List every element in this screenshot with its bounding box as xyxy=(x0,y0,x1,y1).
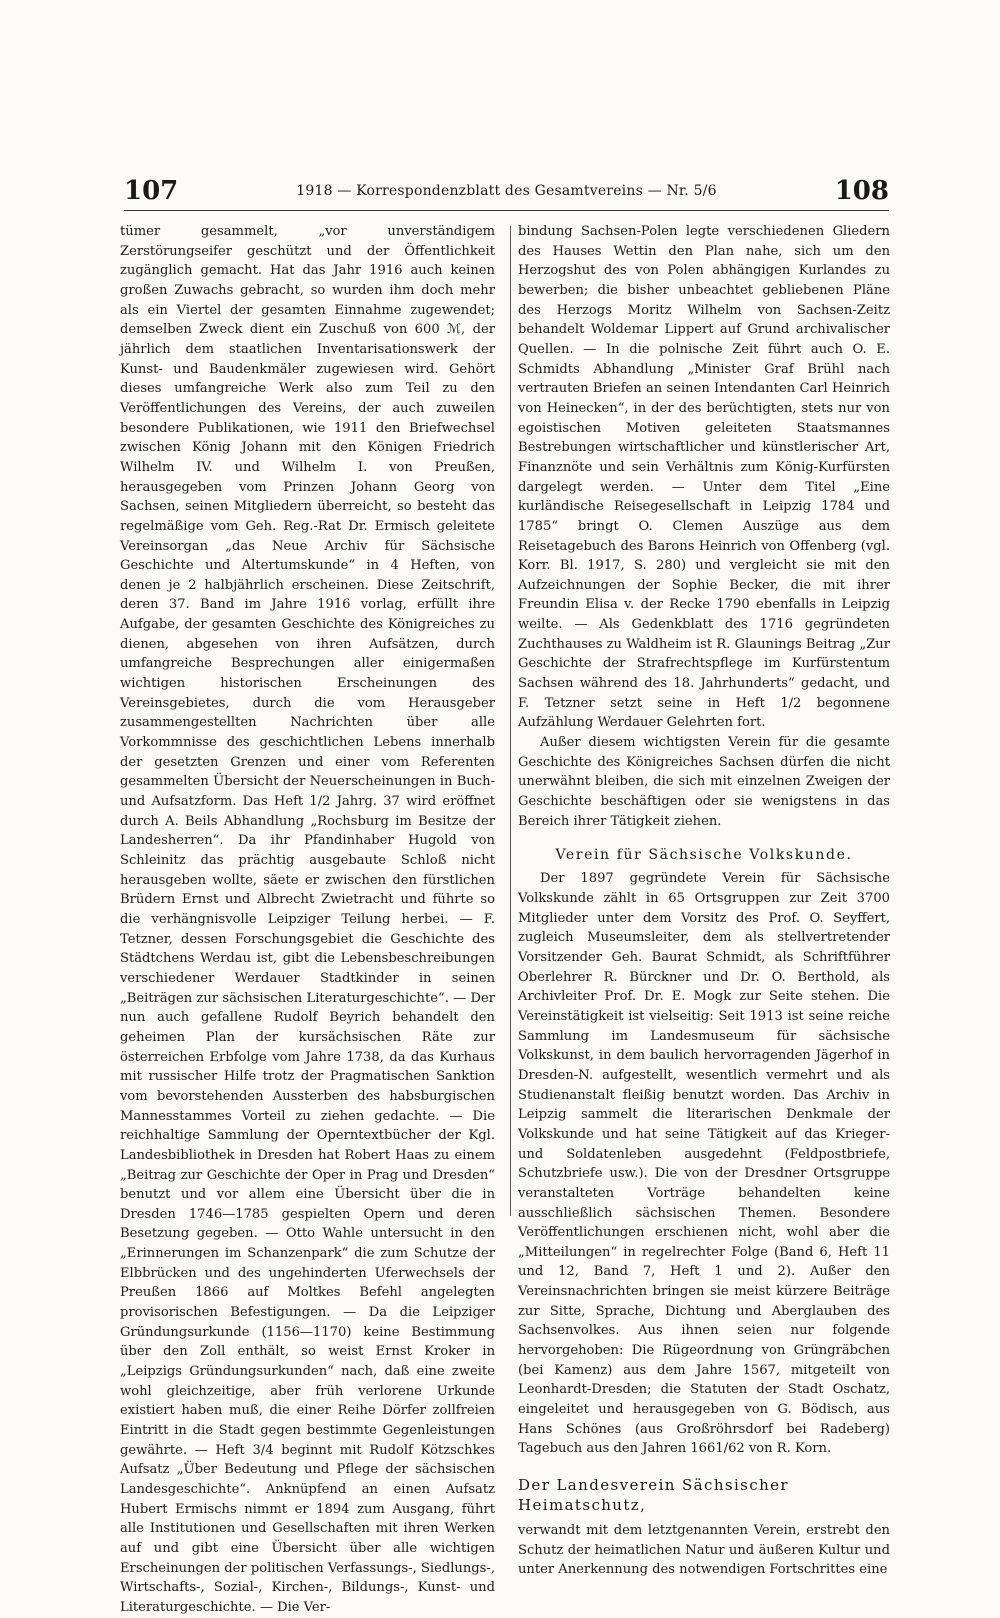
section-heading-heimatschutz: Der Landesverein Sächsischer Heimatschutz, xyxy=(518,1476,789,1515)
column-divider xyxy=(510,226,511,1216)
header-rule xyxy=(124,210,889,211)
right-paragraph-4: verwandt mit dem letztgenannten Verein, erstrebt den Schutz der heimatlichen Natur und äußeren Kultur und unter Anerkennung des notwendigen Fortschrittes eine xyxy=(518,1523,890,1578)
left-paragraph: tümer gesammelt, „vor unverständigem Zerstörungseifer geschützt und der Öffentlichkeit zugänglich gemacht. Hat das Jahr 1916 auch keinen großen Zuwachs gebracht, so wurden ihm doch mehr als ein Viertel der gesamten Einnahme zugewendet; demselben Zweck dient ein Zuschuß von 600 ℳ, der jährlich dem staatlichen Inventarisationswerk der Kunst- und Baudenkmäler zugewiesen wird. Gehört dieses umfangreiche Werk also zum Teil zu den Veröffentlichungen des Vereins, der auch zuweilen besondere Publikationen, wie 1911 den Briefwechsel zwischen König Johann mit den Königen Friedrich Wilhelm IV. und Wilhelm I. von Preußen, herausgegeben vom Prinzen Johann Georg von Sachsen, seinen Mitgliedern überreicht, so besteht das regelmäßige vom Geh. Reg.-Rat Dr. Ermisch geleitete Vereinsorgan „das Neue Archiv für Sächsische Geschichte und Altertumskunde“ in 4 Heften, von denen je 2 halbjährlich erscheinen. Diese Zeitschrift, deren 37. Band im Jahre 1916 vorlag, erfüllt ihre Aufgabe, der gesamten Geschichte des Königreiches zu dienen, abgesehen von ihren Aufsätzen, durch umfangreiche Besprechungen aller einigermaßen wichtigen historischen Erscheinungen des Vereinsgebietes, durch die vom Herausgeber zusammengestellten Nachrichten über alle Vorkommnisse des geschichtlichen Lebens innerhalb der gesetzten Grenzen und einer vom Referenten gesammelten Übersicht der Neuerscheinungen in Buch- und Aufsatzform. Das Heft 1/2 Jahrg. 37 wird eröffnet durch A. Beils Abhandlung „Rochsburg im Besitze der Landesherren“. Da ihr Pfandinhaber Hugold von Schleinitz das prächtig ausgebaute Schloß nicht herausgeben wollte, säete er zwischen den fürstlichen Brüdern Ernst und Albrecht Zwietracht und führte so die verhängnisvolle Leipziger Teilung herbei. — F. Tetzner, dessen Forschungsgebiet die Geschichte des Städtchens Werdau ist, gibt die Lebensbeschreibungen verschiedener Werdauer Stadtkinder in seinen „Beiträgen zur sächsischen Literaturgeschichte“. — Der nun auch gefallene Rudolf Beyrich behandelt den geheimen Plan der kursächsischen Räte zur österreichen Erbfolge vom Jahre 1738, da das Kurhaus mit russischer Hilfe trotz der Pragmatischen Sanktion vom bevorstehenden Aussterben des habsburgischen Mannesstammes Vorteil zu ziehen gedachte. — Die reichhaltige Sammlung der Operntextbücher der Kgl. Landesbibliothek in Dresden hat Robert Haas zu einem „Beitrag zur Geschichte der Oper in Prag und Dresden“ benutzt und vor allem eine Übersicht über die in Dresden 1746—1785 gespielten Opern und deren Besetzung gegeben. — Otto Wahle untersucht in den „Erinnerungen im Schanzenpark“ die zum Schutze der Elbbrücken und des ungehinderten Uferwechsels der Preußen 1866 auf Moltkes Befehl angelegten provisorischen Befestigungen. — Da die Leipziger Gründungsurkunde (1156—1170) keine Bestimmung über den Zoll enthält, so weist Ernst Kroker in „Leipzigs Gründungsurkunden“ nach, daß eine zweite wohl gleichzeitige, aber früh verlorene Urkunde existiert haben muß, die einer Reihe Dörfer zollfreien Eintritt in die Stadt gegen bestimmte Gegenleistungen gewährte. — Heft 3/4 beginnt mit Rudolf Kötzschkes Aufsatz „Über Bedeutung und Pflege der sächsischen Landesgeschichte“. Anknüpfend an einen Aufsatz Hubert Ermischs nimmt er 1894 zum Ausgang, führt alle Institutionen und Gesellschaften mit ihren Werken auf und gibt eine Übersicht über alle wichtigen Erscheinungen der politischen Verfassungs-, Siedlungs-, Wirtschafts-, Sozial-, Kirchen-, Bildungs-, Kunst- und Literaturgeschichte. — Die Ver- xyxy=(120,224,495,1615)
right-column xyxy=(518,222,890,1580)
right-paragraph-3: Der 1897 gegründete Verein für Sächsische Volkskunde zählt in 65 Ortsgruppen zur Zeit 3700 Mitglieder unter dem Vorsitz des Prof. O. Seyffert, zugleich Museumsleiter, dem als stellvertretender Vorsitzender Geh. Baurat Schmidt, als Schriftführer Oberlehrer R. Bürckner und Dr. O. Berthold, als Archivleiter Prof. Dr. E. Mogk zur Seite stehen. Die Vereinstätigkeit ist vielseitig: Seit 1913 ist seine reiche Sammlung im Landesmuseum für sächsische Volkskunst, in dem baulich hervorragenden Jägerhof in Dresden-N. aufgestellt, wesentlich vermehrt und als Studienanstalt fleißig benutzt worden. Das Archiv in Leipzig sammelt die literarischen Denkmale der Volkskunde und hat seine Tätigkeit auf das Krieger- und Soldatenleben ausgedehnt (Feldpostbriefe, Schutzbriefe usw.). Die von der Dresdner Ortsgruppe veranstalteten Vorträge behandelten keine ausschließlich sächsischen Themen. Besondere Veröffentlichungen erschienen nicht, wohl aber die „Mitteilungen“ in regelrechter Folge (Band 6, Heft 11 und 12, Band 7, Heft 1 und 2). Außer den Vereinsnachrichten bringen sie meist kürzere Beiträge zur Sitte, Sprache, Dichtung und Aberglauben des Sachsenvolkes. Aus ihnen seien nur folgende hervorgehoben: Die Rügeordnung von Grüngräbchen (bei Kamenz) aus dem Jahre 1567, mitgeteilt von Leonhardt-Dresden; die Statuten der Stadt Oschatz, eingeleitet und herausgegeben von G. Bödisch, aus Hans Schönes (aus Großröhrsdorf bei Radeberg) Tagebuch aus den Jahren 1661/62 von R. Korn. xyxy=(518,871,890,1457)
running-title: 1918 — Korrespondenzblatt des Gesamtvereins — Nr. 5/6 xyxy=(296,183,717,199)
running-header xyxy=(124,176,889,206)
right-paragraph-1: bindung Sachsen-Polen legte verschiedenen Gliedern des Hauses Wettin den Plan nahe, sich um den Herzogshut des von Polen abhängigen Kurlandes zu bewerben; die bisher unbeachtet gebliebenen Pläne des Herzogs Moritz Wilhelm von Sachsen-Zeitz behandelt Woldemar Lippert auf Grund archivalischer Quellen. — In die polnische Zeit führt auch O. E. Schmidts Abhandlung „Minister Graf Brühl nach vertrauten Briefen an seinen Intendanten Carl Heinrich von Heinecken“, in der des berüchtigten, stets nur von egoistischen Motiven geleiteten Staatsmannes Bestrebungen wirtschaftlicher und künstlerischer Art, Finanznöte und sein Verhältnis zum König-Kurfürsten dargelegt werden. — Unter dem Titel „Eine kurländische Reisegesellschaft in Leipzig 1784 und 1785“ bringt O. Clemen Auszüge aus dem Reisetagebuch des Barons Heinrich von Offenberg (vgl. Korr. Bl. 1917, S. 280) und vergleicht sie mit den Aufzeichnungen der Sophie Becker, die mit ihrer Freundin Elisa v. der Recke 1790 ebenfalls in Leipzig weilte. — Als Gedenkblatt des 1716 gegründeten Zuchthauses zu Waldheim ist R. Glaunings Beitrag „Zur Geschichte der Strafrechtspflege im Kurfürstentum Sachsen während des 18. Jahrhunderts“ gedacht, und F. Tetzner setzt seine in Heft 1/2 begonnene Aufzählung Werdauer Gelehrten fort. xyxy=(518,224,890,731)
page-number-right: 108 xyxy=(834,176,889,206)
section-heading-volkskunde: Verein für Sächsische Volkskunde. xyxy=(555,847,853,864)
page-number-left: 107 xyxy=(124,176,179,206)
right-paragraph-2: Außer diesem wichtigsten Verein für die gesamte Geschichte des Königreiches Sachsen dürfen die nicht unerwähnt bleiben, die sich mit einzelnen Zweigen der Geschichte beschäftigen oder sie wenigstens in das Bereich ihrer Tätigkeit ziehen. xyxy=(518,735,890,829)
left-column xyxy=(120,222,495,1618)
